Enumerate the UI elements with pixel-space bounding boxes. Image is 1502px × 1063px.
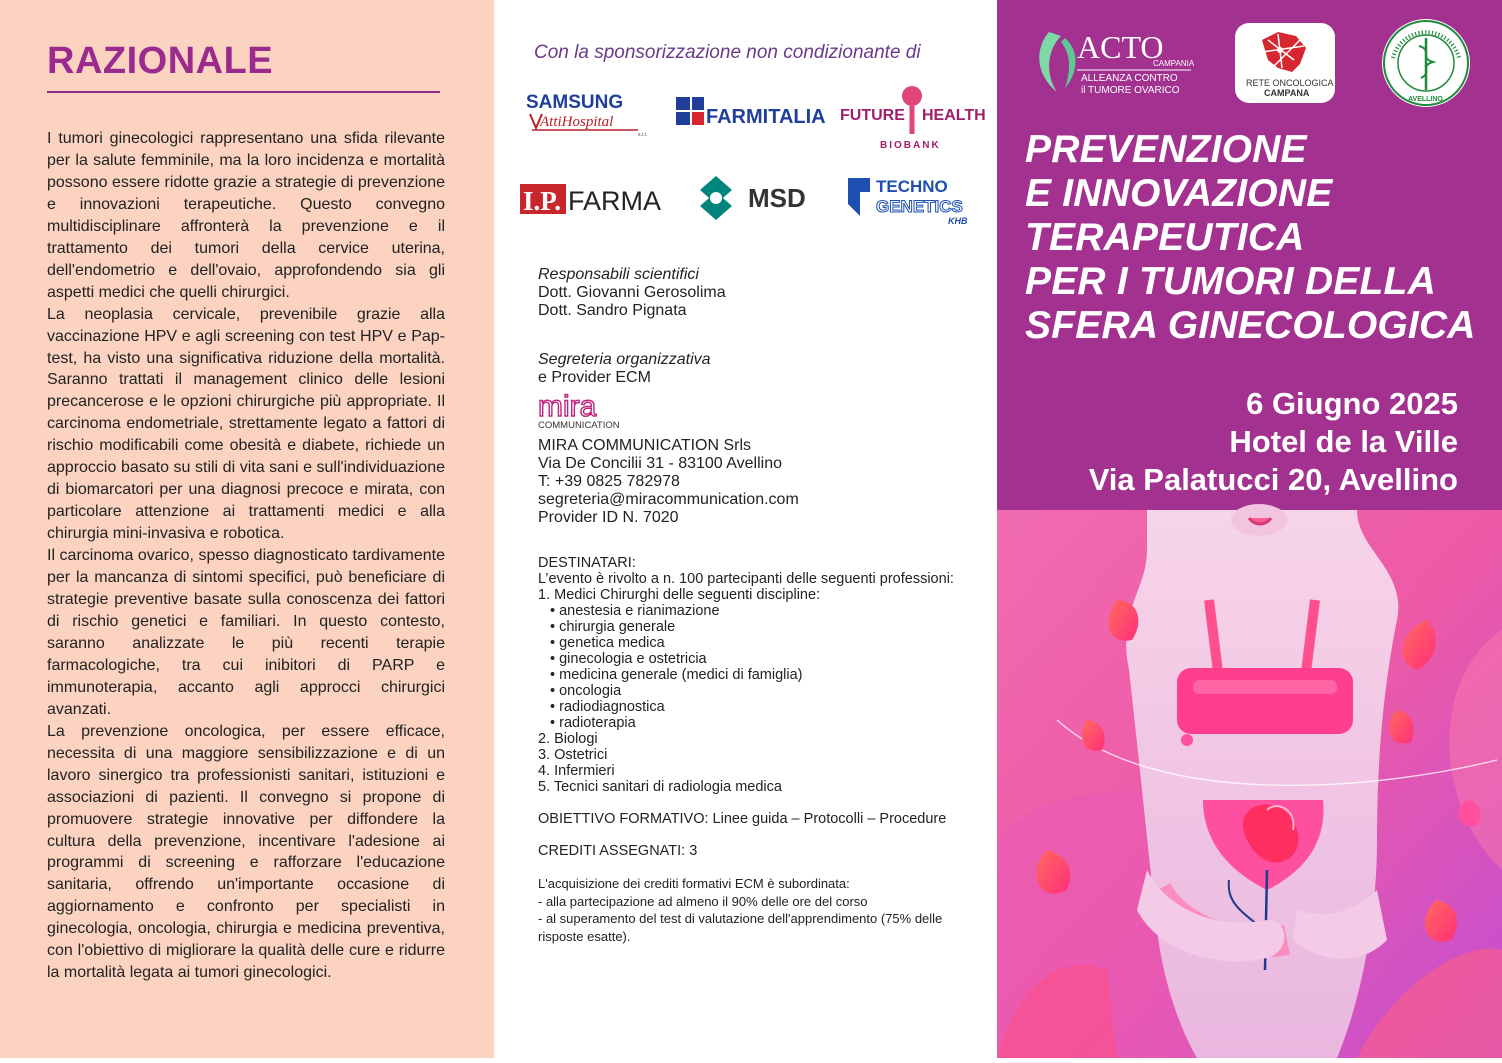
list-item: 4. Infermieri bbox=[538, 763, 615, 779]
ecm-note: L'acquisizione dei crediti formativi ECM è subordinata: bbox=[538, 876, 850, 891]
email: segreteria@miracommunication.com bbox=[538, 491, 799, 508]
cover-header bbox=[997, 0, 1502, 510]
destinatari-group: 1. Medici Chirurghi delle seguenti discipline: bbox=[538, 587, 821, 603]
event-title-line: E INNOVAZIONE bbox=[1025, 172, 1333, 215]
razionale-paragraph: La neoplasia cervicale, prevenibile grazie alla vaccinazione HPV e agli screening con test HPV e Pap-test, ha visto una significativa riduzione della mortalità. Saranno trattati il management clinico delle lesioni precancerose e le opzioni chirurgiche più appropriate. Il carcinoma endometriale, strettamente legato a fattori di rischio modificabili come obesità e diabete, richiede un approccio basato su stili di vita sani e sull'individuazione di biomarcatori per una diagnosi precoce e mirata, con particolare attenzione ai trattamenti medici e alla chirurgia mini-invasiva e robotica. bbox=[47, 305, 445, 543]
svg-text:AVELLINO: AVELLINO bbox=[1408, 96, 1443, 103]
msd-logo bbox=[692, 174, 820, 222]
title-divider bbox=[47, 91, 440, 93]
destinatari-heading: DESTINATARI: bbox=[538, 555, 636, 571]
list-item: • chirurgia generale bbox=[550, 619, 676, 635]
svg-text:I.P.: I.P. bbox=[523, 186, 562, 216]
list-item: 3. Ostetrici bbox=[538, 747, 608, 763]
event-title-line: PREVENZIONE bbox=[1025, 128, 1307, 171]
ecm-note: - al superamento del test di valutazione dell'apprendimento (75% delle risposte esatte). bbox=[538, 911, 943, 944]
event-venue: Hotel de la Ville bbox=[1229, 424, 1458, 459]
company-name: MIRA COMMUNICATION Srls bbox=[538, 437, 752, 454]
woman-illustration bbox=[997, 510, 1502, 1058]
list-item: • genetica medica bbox=[550, 635, 665, 651]
event-date: 6 Giugno 2025 bbox=[1246, 386, 1458, 421]
list-item: 5. Tecnici sanitari di radiologia medica bbox=[538, 779, 782, 795]
list-item: • ginecologia e ostetricia bbox=[550, 651, 707, 667]
razionale-paragraph: La prevenzione oncologica, per essere efficace, necessita di una maggiore sensibilizzazione e di un lavoro sinergico tra professionisti sanitari, istituzioni e associazioni di pazienti. Il convegno si propone di promuovere strategie innovative per diffondere la cultura della prevenzione, incentivare l'adesione ai programmi di screening e rafforzare l'educazione sanitaria, offrendo un'importante occasione di aggiornamento e confronto per specialisti in ginecologia, oncologia, chirurgia e medicina preventiva, con l'obiettivo di migliorare la qualità delle cure e ridurre la mortalità legata ai tumori ginecologici. bbox=[47, 722, 445, 982]
address: Via De Concilii 31 - 83100 Avellino bbox=[538, 455, 783, 472]
farmitalia-logo bbox=[674, 95, 826, 129]
svg-text:FARMA: FARMA bbox=[568, 186, 662, 216]
svg-text:BIOBANK: BIOBANK bbox=[880, 140, 941, 151]
destinatari-section bbox=[538, 555, 958, 945]
crediti-assegnati: CREDITI ASSEGNATI: 3 bbox=[538, 843, 698, 859]
ip-farma-logo bbox=[520, 180, 665, 218]
razionale-panel bbox=[0, 0, 494, 1058]
razionale-paragraph: I tumori ginecologici rappresentano una sfida rilevante per la salute femminile, ma la loro incidenza e mortalità possono essere ridotte grazie a strategie di prevenzione e innovazioni terapeutiche. Questo convegno multidisciplinare affronterà la prevenzione e il trattamento dei tumori della cervice uterina, dell'endometrio e dell'ovaio, approfondendo sia gli aspetti medici che quelli chirurgici. bbox=[47, 130, 445, 301]
technogenetics-logo bbox=[846, 174, 986, 226]
event-title-line: TERAPEUTICA bbox=[1025, 216, 1305, 259]
future-health-biobank-logo bbox=[840, 82, 985, 152]
svg-text:CAMPANIA: CAMPANIA bbox=[1153, 59, 1195, 68]
svg-text:COMMUNICATION: COMMUNICATION bbox=[538, 420, 620, 431]
mira-contact bbox=[538, 437, 799, 527]
list-item: • oncologia bbox=[550, 683, 622, 699]
samsung-attihospital-logo bbox=[526, 90, 646, 138]
svg-text:ACTO: ACTO bbox=[1077, 29, 1164, 65]
svg-text:MSD: MSD bbox=[748, 183, 806, 213]
svg-text:il TUMORE OVARICO: il TUMORE OVARICO bbox=[1081, 85, 1180, 96]
svg-text:SAMSUNG: SAMSUNG bbox=[526, 92, 624, 113]
list-item: • medicina generale (medici di famiglia) bbox=[550, 667, 803, 683]
obiettivo-formativo: OBIETTIVO FORMATIVO: Linee guida – Protocolli – Procedure bbox=[538, 811, 947, 827]
event-address: Via Palatucci 20, Avellino bbox=[1088, 462, 1458, 497]
cover-illustration bbox=[997, 510, 1502, 1058]
event-title bbox=[1025, 128, 1495, 348]
rete-oncologica-campana-logo bbox=[1234, 22, 1336, 104]
svg-text:GENETICS: GENETICS bbox=[876, 197, 963, 216]
provider-id: Provider ID N. 7020 bbox=[538, 509, 679, 526]
svg-text:FARMITALIA: FARMITALIA bbox=[706, 106, 826, 128]
list-item: 2. Biologi bbox=[538, 731, 598, 747]
responsabili-label: Responsabili scientifici bbox=[538, 266, 699, 283]
razionale-title: RAZIONALE bbox=[47, 40, 274, 82]
mira-communication-logo bbox=[538, 392, 648, 432]
ordine-medici-avellino-seal bbox=[1381, 18, 1471, 108]
svg-text:s.r.l.: s.r.l. bbox=[638, 132, 648, 138]
event-details bbox=[1089, 385, 1458, 499]
svg-text:HEALTH: HEALTH bbox=[922, 107, 986, 124]
razionale-paragraph: Il carcinoma ovarico, spesso diagnosticato tardivamente per la mancanza di sintomi specifici, può beneficiare di strategie preventive basate sulla conoscenza dei fattori di rischio genetici e familiari. In questo contesto, saranno analizzate le più recenti terapie farmacologiche, tra cui inibitori di PARP e immunoterapia, accanto agli approcci chirurgici avanzati. bbox=[47, 547, 445, 718]
svg-text:FUTURE: FUTURE bbox=[840, 107, 905, 124]
svg-text:AttiHospital: AttiHospital bbox=[540, 114, 614, 130]
responsabili-section bbox=[538, 266, 726, 320]
responsabile-name: Dott. Sandro Pignata bbox=[538, 302, 687, 319]
responsabile-name: Dott. Giovanni Gerosolima bbox=[538, 284, 726, 301]
segreteria-label: Segreteria organizzativa bbox=[538, 351, 711, 368]
svg-text:RETE ONCOLOGICA: RETE ONCOLOGICA bbox=[1246, 78, 1334, 88]
event-title-line: PER I TUMORI DELLA bbox=[1025, 260, 1436, 303]
segreteria-label-2: e Provider ECM bbox=[538, 369, 651, 386]
sponsor-heading: Con la sponsorizzazione non condizionante di bbox=[534, 42, 921, 63]
svg-text:mira: mira bbox=[538, 390, 597, 423]
phone: T: +39 0825 782978 bbox=[538, 473, 680, 490]
svg-text:ALLEANZA CONTRO: ALLEANZA CONTRO bbox=[1081, 73, 1178, 84]
cover-panel bbox=[997, 0, 1502, 1058]
list-item: • radioterapia bbox=[550, 715, 636, 731]
svg-text:CAMPANA: CAMPANA bbox=[1264, 88, 1310, 98]
svg-text:TECHNO: TECHNO bbox=[876, 177, 948, 196]
info-panel bbox=[494, 0, 997, 1058]
segreteria-section bbox=[538, 351, 711, 387]
acto-campania-logo bbox=[1035, 26, 1195, 100]
list-item: • radiodiagnostica bbox=[550, 699, 665, 715]
ecm-note: - alla partecipazione ad almeno il 90% delle ore del corso bbox=[538, 893, 868, 909]
destinatari-intro: L’evento è rivolto a n. 100 partecipanti delle seguenti professioni: bbox=[538, 571, 954, 587]
svg-text:KHB: KHB bbox=[948, 216, 968, 226]
list-item: • anestesia e rianimazione bbox=[550, 603, 720, 619]
razionale-body bbox=[47, 128, 445, 984]
event-title-line: SFERA GINECOLOGICA bbox=[1025, 304, 1476, 347]
